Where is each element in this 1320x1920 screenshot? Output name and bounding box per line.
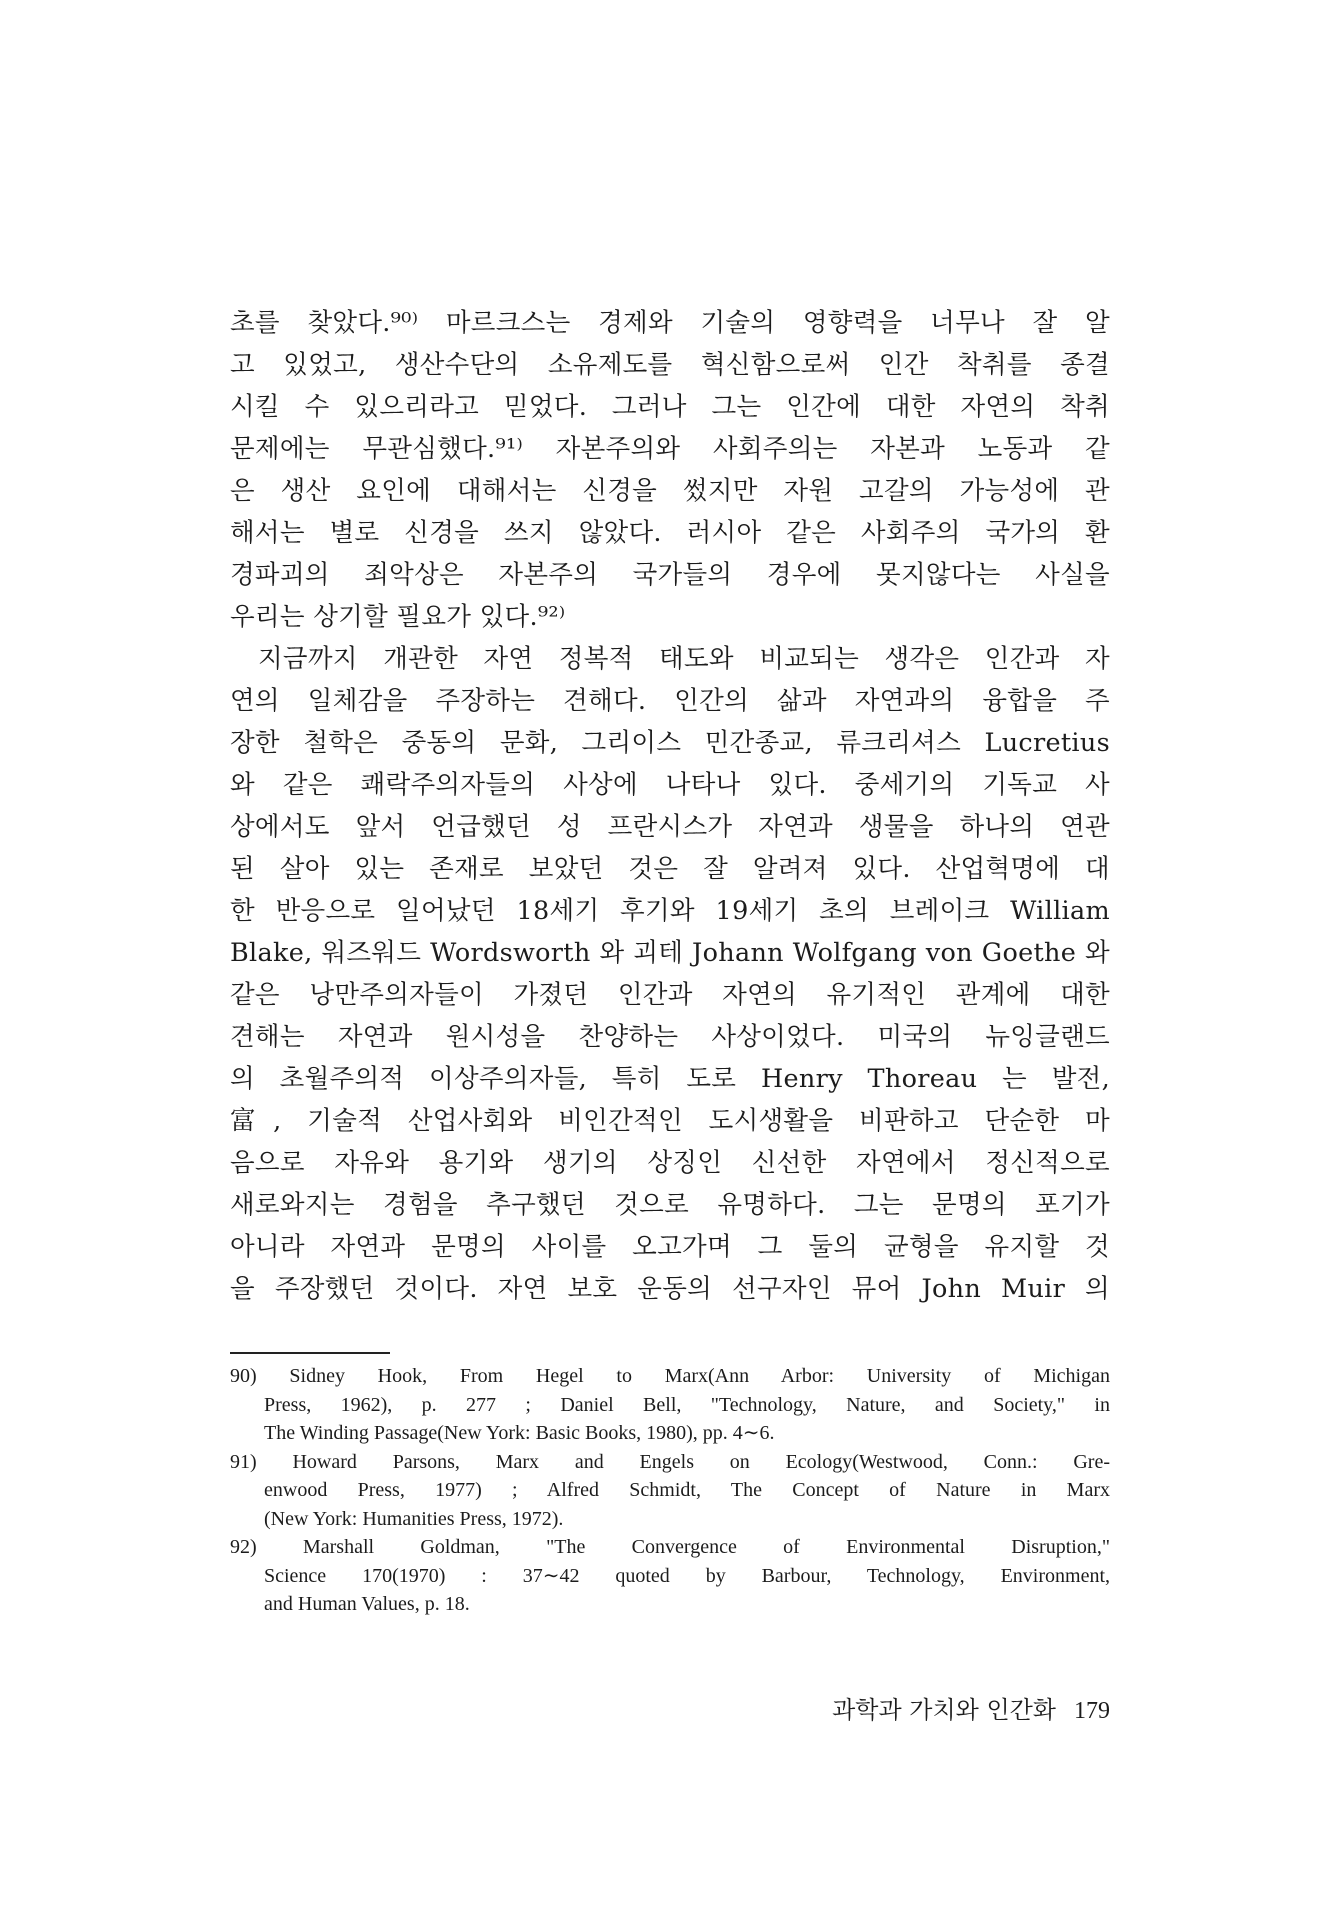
footnote-line: 90) Sidney Hook, From Hegel to Marx(Ann Arbor: University of Michigan bbox=[230, 1365, 1110, 1387]
footnote-line: 92) Marshall Goldman, "The Convergence of Environmental Disruption," bbox=[230, 1536, 1110, 1558]
footnote-line: (New York: Humanities Press, 1972). bbox=[264, 1507, 564, 1530]
main-text bbox=[230, 302, 1110, 1310]
text-line: 장한 철학은 중동의 문화, 그리이스 민간종교, 류크리셔스 Lucretius bbox=[230, 728, 1110, 758]
text-line: 연의 일체감을 주장하는 견해다. 인간의 삶과 자연과의 융합을 주 bbox=[230, 686, 1110, 716]
page-footer bbox=[730, 1690, 1110, 1725]
footnote-line: enwood Press, 1977) ; Alfred Schmidt, The Concept of Nature in Marx bbox=[264, 1479, 1110, 1501]
text-line: 한 반응으로 일어났던 18세기 후기와 19세기 초의 브레이크 William bbox=[230, 896, 1110, 926]
text-line: 아니라 자연과 문명의 사이를 오고가며 그 둘의 균형을 유지할 것 bbox=[230, 1232, 1110, 1262]
footnote-line: and Human Values, p. 18. bbox=[264, 1593, 470, 1615]
text-line: 富, 기술적 산업사회와 비인간적인 도시생활을 비판하고 단순한 마 bbox=[230, 1106, 1110, 1136]
text-line: 고 있었고, 생산수단의 소유제도를 혁신함으로써 인간 착취를 종결 bbox=[230, 350, 1110, 380]
text-line: 경파괴의 죄악상은 자본주의 국가들의 경우에 못지않다는 사실을 bbox=[230, 560, 1110, 590]
text-line: 새로와지는 경험을 추구했던 것으로 유명하다. 그는 문명의 포기가 bbox=[230, 1190, 1110, 1220]
text-line: 초를 찾았다.⁹⁰⁾ 마르크스는 경제와 기술의 영향력을 너무나 잘 알 bbox=[230, 308, 1110, 338]
text-line: 문제에는 무관심했다.⁹¹⁾ 자본주의와 사회주의는 자본과 노동과 같 bbox=[230, 434, 1110, 464]
text-line: 해서는 별로 신경을 쓰지 않았다. 러시아 같은 사회주의 국가의 환 bbox=[230, 518, 1110, 548]
text-line: 의 초월주의적 이상주의자들, 특히 도로 Henry Thoreau 는 발전, bbox=[230, 1064, 1110, 1094]
text-line: 을 주장했던 것이다. 자연 보호 운동의 선구자인 뮤어 John Muir 의 bbox=[230, 1274, 1110, 1304]
text-line: 와 같은 쾌락주의자들의 사상에 나타나 있다. 중세기의 기독교 사 bbox=[230, 770, 1110, 800]
footnote-line: 91) Howard Parsons, Marx and Engels on Ecology(Westwood, Conn.: Gre- bbox=[230, 1450, 1110, 1473]
footnote-line: Science 170(1970) : 37∼42 quoted by Barbour, Technology, Environment, bbox=[264, 1564, 1110, 1587]
text-line: 지금까지 개관한 자연 정복적 태도와 비교되는 생각은 인간과 자 bbox=[258, 644, 1110, 674]
text-line: 시킬 수 있으리라고 믿었다. 그러나 그는 인간에 대한 자연의 착취 bbox=[230, 392, 1110, 422]
text-line: 견해는 자연과 원시성을 찬양하는 사상이었다. 미국의 뉴잉글랜드 bbox=[230, 1022, 1110, 1052]
text-line: 상에서도 앞서 언급했던 성 프란시스가 자연과 생물을 하나의 연관 bbox=[230, 812, 1110, 842]
running-title: 과학과 가치와 인간화 bbox=[832, 1696, 1056, 1724]
footnote-line: The Winding Passage(New York: Basic Books, 1980), pp. 4∼6. bbox=[264, 1422, 775, 1444]
footnote-line: Press, 1962), p. 277 ; Daniel Bell, "Technology, Nature, and Society," in bbox=[264, 1393, 1110, 1416]
text-line: 은 생산 요인에 대해서는 신경을 썼지만 자원 고갈의 가능성에 관 bbox=[230, 476, 1110, 506]
text-line: 된 살아 있는 존재로 보았던 것은 잘 알려져 있다. 산업혁명에 대 bbox=[230, 854, 1110, 884]
text-line: 같은 낭만주의자들이 가졌던 인간과 자연의 유기적인 관계에 대한 bbox=[230, 980, 1110, 1010]
footnote-divider bbox=[230, 1352, 390, 1354]
text-line: Blake, 워즈워드 Wordsworth 와 괴테 Johann Wolfgang von Goethe 와 bbox=[230, 938, 1110, 968]
text-line: 음으로 자유와 용기와 생기의 상징인 신선한 자연에서 정신적으로 bbox=[230, 1148, 1110, 1178]
footnotes bbox=[230, 1362, 1110, 1619]
text-line: 우리는 상기할 필요가 있다.⁹²⁾ bbox=[230, 602, 566, 632]
page-number: 179 bbox=[1074, 1698, 1110, 1724]
